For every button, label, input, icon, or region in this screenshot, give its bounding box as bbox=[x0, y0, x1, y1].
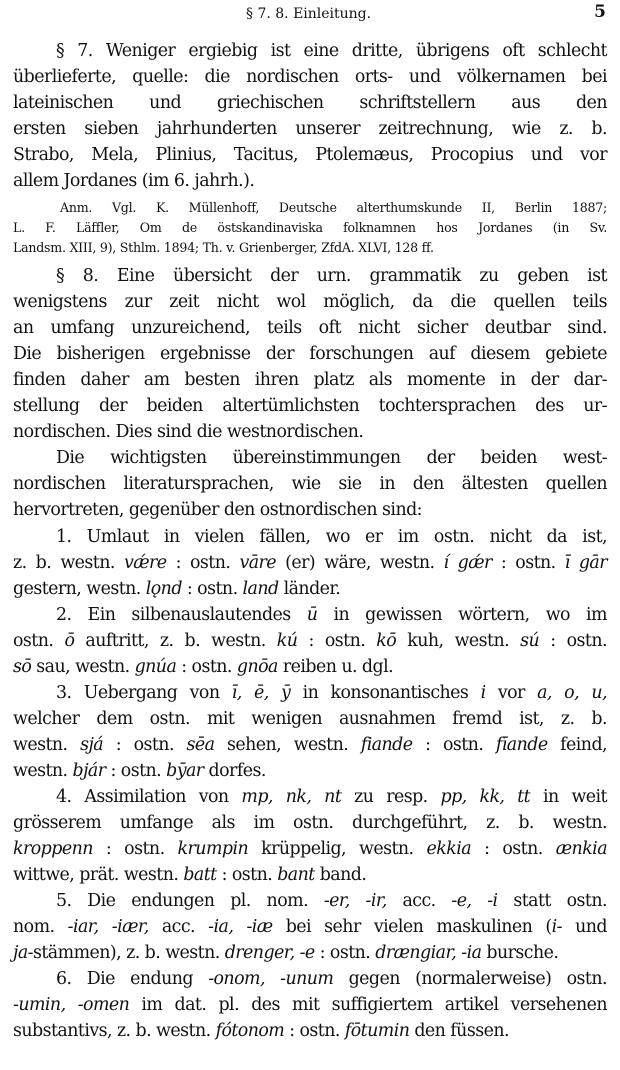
list-item-3-line: westn. bjár : ostn. bȳar dorfes. bbox=[13, 761, 266, 781]
list-item-3-line: 3. Uebergang von ī, ē, ȳ in konsonantisches i vor a, o, u, bbox=[56, 683, 607, 703]
annotation-line: L. F. Läffler, Om de östskandinaviska folknamnen hos Jordanes (in Sv. bbox=[13, 220, 607, 235]
paragraph-8-line: wenigstens zur zeit nicht wol möglich, da die quellen teils bbox=[13, 292, 607, 312]
paragraph-7-line: ersten sieben jahrhunderten unserer zeitrechnung, wie z. b. bbox=[13, 119, 607, 139]
list-item-4-line: 4. Assimilation von mp, nk, nt zu resp. pp, kk, tt in weit bbox=[56, 787, 607, 807]
list-item-5-line: ja-stämmen), z. b. westn. drenger, -e : ostn. drængiar, -ia bursche. bbox=[13, 943, 559, 963]
paragraph-7-line: allem Jordanes (im 6. jahrh.). bbox=[13, 171, 255, 191]
paragraph-8-line: Die bisherigen ergebnisse der forschungen auf diesem gebiete bbox=[13, 344, 607, 364]
list-item-4-line: kroppenn : ostn. krumpin krüppelig, westn. ekkia : ostn. ænkia bbox=[13, 839, 608, 859]
paragraph-7-line: § 7. Weniger ergiebig ist eine dritte, übrigens oft schlecht bbox=[56, 41, 607, 61]
list-item-2-line: sō sau, westn. gnúa : ostn. gnōa reiben u. dgl. bbox=[13, 657, 394, 677]
list-item-1-line: 1. Umlaut in vielen fällen, wo er im ostn. nicht da ist, bbox=[56, 527, 607, 547]
paragraph-line: hervortreten, gegenüber den ostnordischen sind: bbox=[13, 500, 422, 520]
paragraph-line: nordischen literatursprachen, wie sie in den ältesten quellen bbox=[13, 474, 607, 494]
paragraph-8-line: an umfang unzureichend, teils oft nicht sicher deutbar sind. bbox=[13, 318, 607, 338]
list-item-2-line: ostn. ō auftritt, z. b. westn. kú : ostn. kō kuh, westn. sú : ostn. bbox=[13, 631, 607, 651]
paragraph-8-line: nordischen. Dies sind die westnordischen. bbox=[13, 422, 364, 442]
list-item-6-line: 6. Die endung -onom, -unum gegen (normalerweise) ostn. bbox=[56, 969, 607, 989]
list-item-4-line: grösserem umfange als im ostn. durchgeführt, z. b. westn. bbox=[13, 813, 607, 833]
list-item-1-line: gestern, westn. lǫnd : ostn. land länder. bbox=[13, 579, 341, 599]
list-item-5-line: 5. Die endungen pl. nom. -er, -ir, acc. -e, -i statt ostn. bbox=[56, 891, 607, 911]
list-item-4-line: wittwe, prät. westn. batt : ostn. bant band. bbox=[13, 865, 367, 885]
list-item-2-line: 2. Ein silbenauslautendes ū in gewissen wörtern, wo im bbox=[56, 605, 607, 625]
list-item-1-line: z. b. westn. vǽre : ostn. vāre (er) wäre, westn. í gǽr : ostn. ī gār bbox=[13, 553, 607, 573]
list-item-3-line: welcher dem ostn. mit wenigen ausnahmen fremd ist, z. b. bbox=[13, 709, 607, 729]
header-title: § 7. 8. Einleitung. bbox=[246, 6, 372, 22]
paragraph-7-line: Strabo, Mela, Plinius, Tacitus, Ptolemæus, Procopius und vor bbox=[13, 145, 607, 165]
paragraph-7-line: überlieferte, quelle: die nordischen orts- und völkernamen bei bbox=[13, 67, 607, 87]
list-item-5-line: nom. -iar, -iær, acc. -ia, -iæ bei sehr vielen maskulinen (i- und bbox=[13, 917, 607, 937]
paragraph-line: Die wichtigsten übereinstimmungen der beiden west- bbox=[56, 448, 607, 468]
paragraph-8-line: § 8. Eine übersicht der urn. grammatik zu geben ist bbox=[56, 266, 607, 286]
annotation-line: Landsm. XIII, 9), Sthlm. 1894; Th. v. Grienberger, ZfdA. XLVI, 128 ff. bbox=[13, 240, 434, 255]
list-item-3-line: westn. sjá : ostn. sēa sehen, westn. fiande : ostn. fīande feind, bbox=[13, 735, 608, 755]
paragraph-8-line: stellung der beiden altertümlichsten tochtersprachen des ur- bbox=[13, 396, 607, 416]
list-item-6-line: -umin, -omen im dat. pl. des mit suffigiertem artikel versehenen bbox=[13, 995, 607, 1015]
page-number: 5 bbox=[594, 2, 606, 22]
annotation-line: Anm. Vgl. K. Müllenhoff, Deutsche alterthumskunde II, Berlin 1887; bbox=[60, 200, 607, 215]
list-item-6-line: substantivs, z. b. westn. fótonom : ostn. fōtumin den füssen. bbox=[13, 1021, 509, 1041]
paragraph-7-line: lateinischen und griechischen schriftstellern aus den bbox=[13, 93, 607, 113]
paragraph-8-line: finden daher am besten ihren platz als momente in der dar- bbox=[13, 370, 607, 390]
